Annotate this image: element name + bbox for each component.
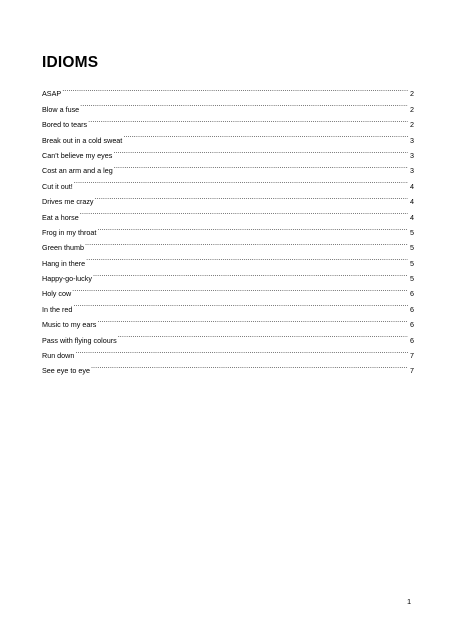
- toc-entry[interactable]: [42, 281, 414, 299]
- toc-dot-leader: [97, 220, 408, 235]
- toc-entry-label: Break out in a cold sweat: [42, 135, 123, 145]
- toc-entry-page: 2: [410, 104, 414, 114]
- toc-entry[interactable]: [42, 358, 414, 376]
- toc-entry-label: Blow a fuse: [42, 104, 80, 114]
- toc-entry[interactable]: [42, 296, 414, 314]
- toc-entry-page: 5: [410, 258, 414, 268]
- toc-entry-page: 7: [410, 351, 414, 361]
- toc-entry[interactable]: [42, 220, 414, 235]
- toc-entry-page: 7: [410, 366, 414, 376]
- toc-entry[interactable]: [42, 312, 414, 330]
- toc-entry-page: 2: [410, 120, 414, 130]
- toc-entry-label: In the red: [42, 304, 73, 314]
- toc-entry[interactable]: [42, 127, 414, 145]
- toc-entry-page: 2: [410, 89, 414, 99]
- toc-entry-page: 6: [410, 335, 414, 345]
- toc-dot-leader: [75, 343, 408, 358]
- toc-entry-page: 4: [410, 212, 414, 222]
- toc-entry-page: 5: [410, 274, 414, 284]
- toc-entry[interactable]: [42, 266, 414, 284]
- toc-dot-leader: [80, 96, 408, 111]
- toc-entry-label: Green thumb: [42, 243, 84, 253]
- toc-entry-label: Cost an arm and a leg: [42, 166, 113, 176]
- toc-entry-page: 5: [410, 243, 414, 253]
- toc-entry[interactable]: [42, 189, 414, 207]
- toc-dot-leader: [86, 250, 408, 265]
- toc-entry-label: Run down: [42, 351, 75, 361]
- toc-entry[interactable]: [42, 173, 414, 191]
- toc-dot-leader: [73, 296, 408, 311]
- toc-entry-label: Hang in there: [42, 258, 86, 268]
- toc-entry-label: Music to my ears: [42, 320, 97, 330]
- toc-dot-leader: [85, 235, 408, 250]
- toc-dot-leader: [72, 281, 408, 296]
- toc-entry[interactable]: [42, 96, 414, 114]
- toc-entry-page: 5: [410, 227, 414, 237]
- toc-entry[interactable]: [42, 343, 414, 361]
- page-number: 1: [407, 597, 412, 606]
- toc-entry-page: 6: [410, 320, 414, 330]
- toc-entry-label: ASAP: [42, 89, 62, 99]
- toc-entry[interactable]: [42, 235, 414, 253]
- toc-dot-leader: [95, 189, 408, 204]
- toc-dot-leader: [118, 327, 408, 342]
- toc-dot-leader: [62, 81, 408, 96]
- toc-entry-page: 3: [410, 166, 414, 176]
- toc-entry-label: Happy-go-lucky: [42, 274, 92, 284]
- toc-entry[interactable]: [42, 81, 414, 99]
- toc-entry-label: Eat a horse: [42, 212, 79, 222]
- toc-entry[interactable]: [42, 327, 414, 345]
- toc-entry-page: 3: [410, 150, 414, 160]
- toc-dot-leader: [114, 158, 408, 173]
- toc-entry-label: Bored to tears: [42, 120, 88, 130]
- toc-entry-label: Pass with flying colours: [42, 335, 117, 345]
- toc-entry-page: 6: [410, 289, 414, 299]
- toc-entry-label: Can’t believe my eyes: [42, 150, 113, 160]
- toc-dot-leader: [93, 266, 408, 281]
- toc-entry-label: Frog in my throat: [42, 227, 97, 237]
- document-title: IDIOMS: [42, 54, 99, 71]
- toc-entry[interactable]: [42, 112, 414, 130]
- toc-entry-label: Holy cow: [42, 289, 72, 299]
- toc-entry-label: See eye to eye: [42, 366, 90, 376]
- toc-dot-leader: [80, 204, 408, 219]
- toc-dot-leader: [91, 358, 408, 373]
- toc-entry-label: Drives me crazy: [42, 197, 94, 207]
- toc-dot-leader: [88, 112, 408, 127]
- toc-entry-page: 4: [410, 197, 414, 207]
- toc-dot-leader: [113, 143, 408, 158]
- table-of-contents: [42, 81, 414, 376]
- toc-entry-page: 6: [410, 304, 414, 314]
- toc-dot-leader: [123, 127, 408, 142]
- toc-dot-leader: [97, 312, 408, 327]
- toc-entry-page: 4: [410, 181, 414, 191]
- toc-entry[interactable]: [42, 204, 414, 222]
- toc-dot-leader: [74, 173, 408, 188]
- toc-entry-page: 3: [410, 135, 414, 145]
- toc-entry[interactable]: [42, 250, 414, 268]
- toc-entry-label: Cut it out!: [42, 181, 73, 191]
